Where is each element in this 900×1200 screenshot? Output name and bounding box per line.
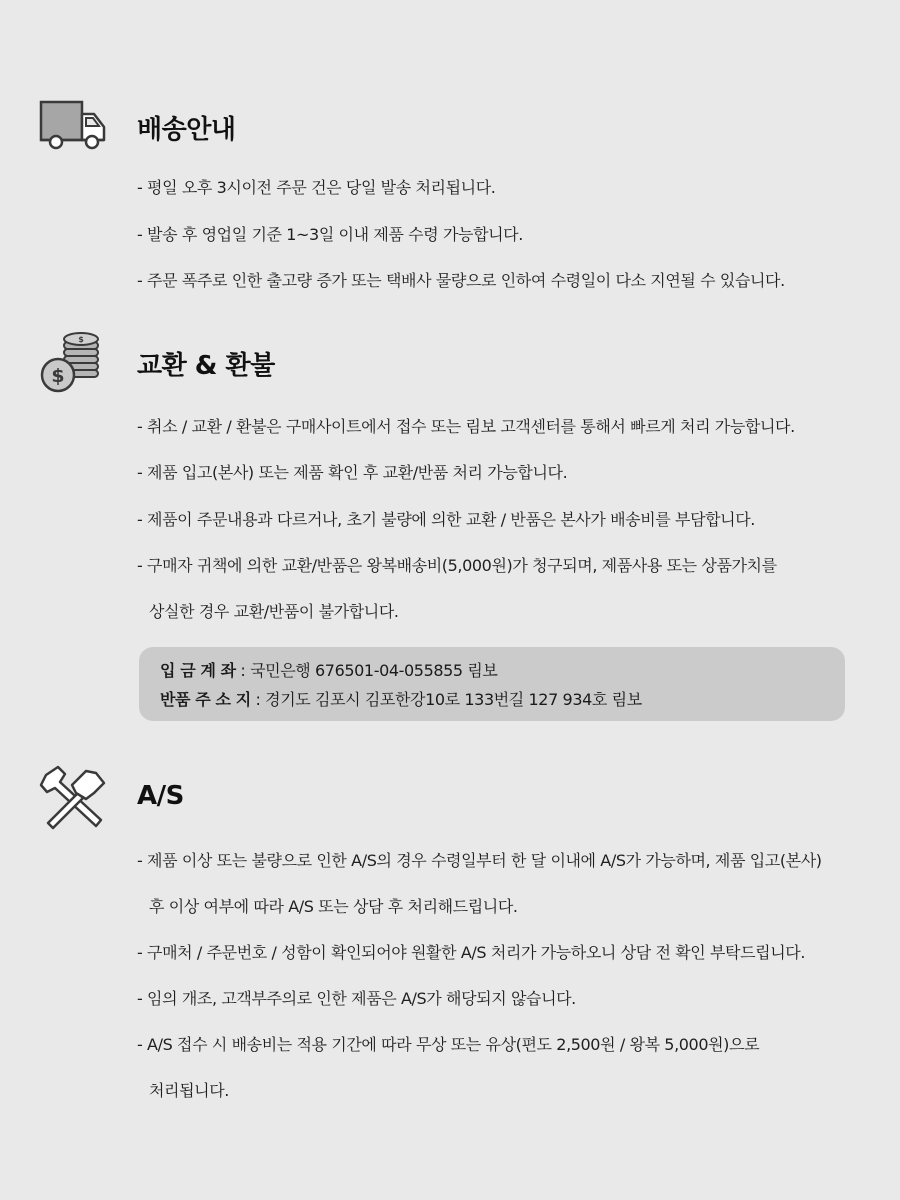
shipping-line-2: - 발송 후 영업일 기준 1~3일 이내 제품 수령 가능합니다. (137, 225, 523, 244)
exchange-line-3: - 제품이 주문내용과 다르거나, 초기 불량에 의한 교환 / 반품은 본사가 배송비를 부담합니다. (137, 510, 755, 529)
svg-text:$: $ (51, 365, 65, 387)
exchange-title: 교환 & 환불 (137, 351, 275, 381)
as-line-5: - A/S 접수 시 배송비는 적용 기간에 따라 무상 또는 유상(편도 2,500원 / 왕복 5,000원)으로 (137, 1035, 760, 1054)
as-line-1: - 제품 이상 또는 불량으로 인한 A/S의 경우 수령일부터 한 달 이내에 A/S가 가능하며, 제품 입고(본사) (137, 851, 822, 870)
svg-text:$: $ (78, 335, 84, 344)
return-address-label: 반품 주 소 지 (160, 690, 251, 709)
account-row (160, 658, 497, 681)
as-line-2: 후 이상 여부에 따라 A/S 또는 상담 후 처리해드립니다. (149, 897, 518, 916)
account-value: : 국민은행 676501-04-055855 림보 (235, 661, 498, 680)
as-title: A/S (137, 781, 184, 811)
as-line-6: 처리됩니다. (149, 1081, 229, 1100)
shipping-line-3: - 주문 폭주로 인한 출고량 증가 또는 택배사 물량으로 인하여 수령일이 다소 지연될 수 있습니다. (137, 271, 785, 290)
shipping-line-1: - 평일 오후 3시이전 주문 건은 당일 발송 처리됩니다. (137, 178, 496, 197)
account-info-box (139, 647, 845, 721)
coins-icon (38, 330, 108, 400)
exchange-line-1: - 취소 / 교환 / 환불은 구매사이트에서 접수 또는 림보 고객센터를 통해서 빠르게 처리 가능합니다. (137, 417, 795, 436)
return-address-value: : 경기도 김포시 김포한강10로 133번길 127 934호 림보 (250, 690, 642, 709)
return-address-row (160, 687, 642, 710)
exchange-line-4: - 구매자 귀책에 의한 교환/반품은 왕복배송비(5,000원)가 청구되며, 제품사용 또는 상품가치를 (137, 556, 777, 575)
as-line-3: - 구매처 / 주문번호 / 성함이 확인되어야 원활한 A/S 처리가 가능하오니 상담 전 확인 부탁드립니다. (137, 943, 806, 962)
as-line-4: - 임의 개조, 고객부주의로 인한 제품은 A/S가 해당되지 않습니다. (137, 989, 576, 1008)
exchange-line-2: - 제품 입고(본사) 또는 제품 확인 후 교환/반품 처리 가능합니다. (137, 463, 568, 482)
shipping-title: 배송안내 (137, 115, 236, 145)
truck-icon (38, 94, 108, 164)
tools-icon (38, 763, 108, 833)
exchange-line-5: 상실한 경우 교환/반품이 불가합니다. (149, 602, 399, 621)
account-label: 입 금 계 좌 (160, 661, 236, 680)
